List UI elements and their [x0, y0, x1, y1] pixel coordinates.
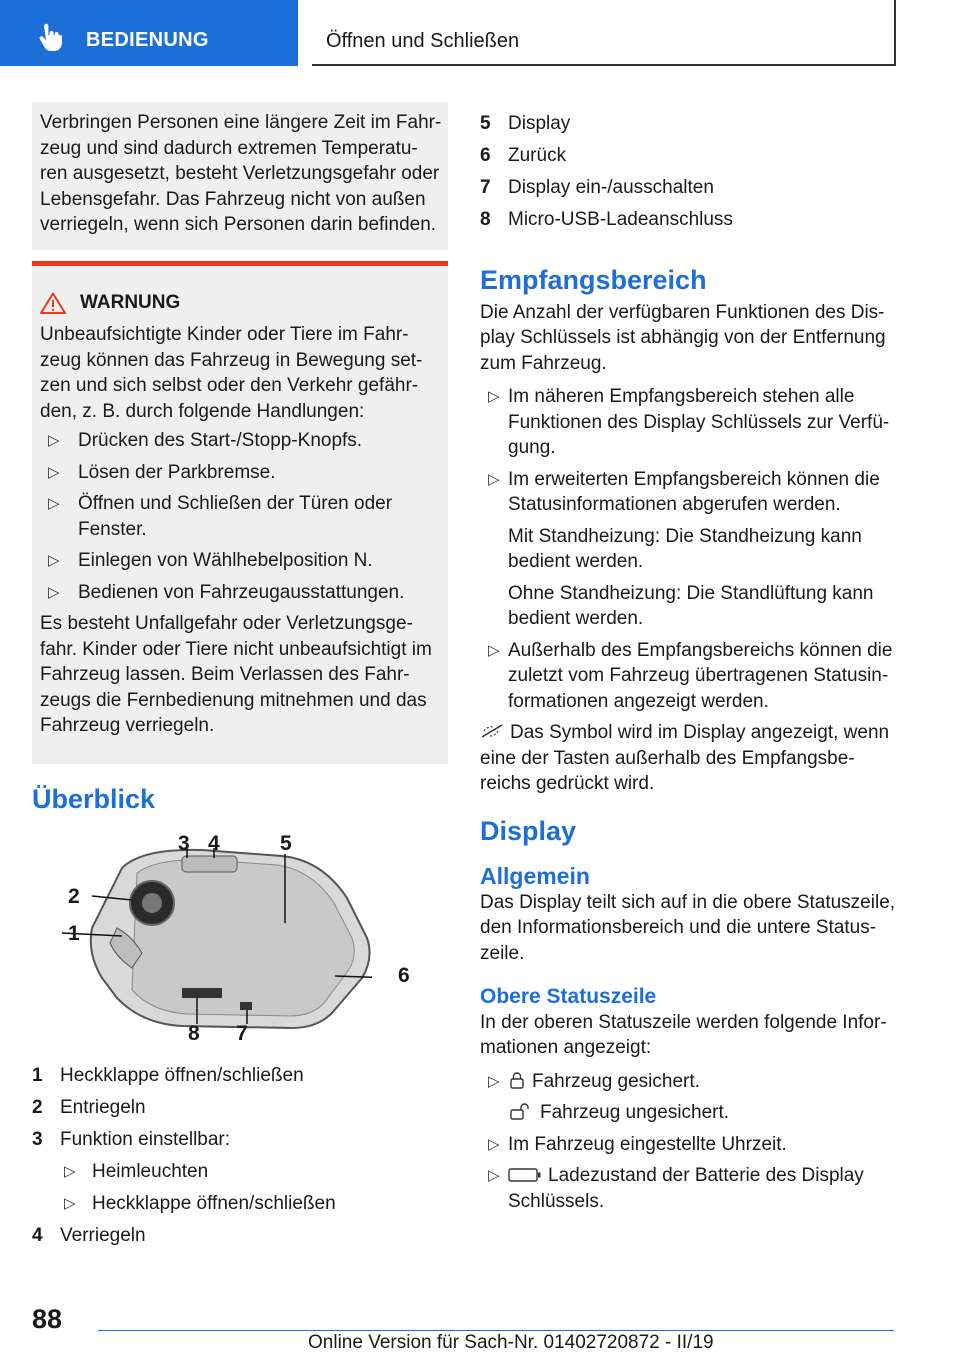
footer-divider	[98, 1330, 894, 1331]
callout-5: 5	[280, 832, 292, 855]
list-item: 4 Verriegeln	[32, 1225, 146, 1246]
warning-body	[40, 322, 442, 739]
range-heading: Empfangsbereich	[480, 265, 707, 295]
general-heading: Allgemein	[480, 863, 590, 889]
list-item: ▷ Drücken des Start-/Stopp-Knopfs.	[40, 428, 442, 454]
lock-closed-icon	[508, 1071, 526, 1089]
callout-2: 2	[68, 885, 80, 908]
callout-1: 1	[68, 922, 80, 945]
range-section	[480, 265, 900, 1220]
list-item: ▷ Bedienen von Fahrzeugausstattungen.	[40, 580, 442, 606]
list-item: ▷ Öffnen und Schließen der Türen oder Fenster.	[40, 491, 442, 542]
list-item: 7 Display ein-/ausschalten	[480, 177, 714, 198]
warning-list	[40, 428, 442, 605]
list-item: ▷ Ladezustand der Batterie des Display Schlüssels.	[480, 1163, 900, 1214]
symbol-note: Das Symbol wird im Display angezeigt, wenn eine der Tasten außerhalb des Empfangsbe-reichs gedrückt wird.	[480, 722, 890, 794]
list-item: ▷ Im näheren Empfangsbereich stehen alle Funktionen des Display Schlüssels zur Verfü-gung.	[480, 384, 900, 461]
list-item: 1 Heckklappe öffnen/schließen	[32, 1065, 304, 1086]
page-number: 88	[32, 1304, 63, 1334]
list-item: 8 Micro-USB-Ladeanschluss	[480, 209, 733, 230]
list-item: ▷ Im Fahrzeug eingestellte Uhrzeit.	[480, 1132, 900, 1158]
status-intro: In der oberen Statuszeile werden folgende Infor-mationen angezeigt:	[480, 1011, 887, 1058]
warning-title	[40, 292, 180, 314]
intro-box	[32, 102, 448, 250]
battery-icon	[508, 1167, 542, 1183]
chapter-title: Öffnen und Schließen	[326, 30, 520, 52]
display-heading: Display	[480, 815, 577, 846]
callout-7: 7	[236, 1022, 248, 1045]
list-item: ▷ Fahrzeug gesichert. Fahrzeug ungesichert.	[480, 1069, 900, 1126]
callout-4: 4	[208, 832, 220, 855]
list-item: 6 Zurück	[480, 145, 567, 166]
hand-pointer-icon	[36, 23, 66, 53]
range-intro: Die Anzahl der verfügbaren Funktionen des Dis-play Schlüssels ist abhängig von der Entfernung zum Fahrzeug.	[480, 301, 886, 374]
warning-label: WARNUNG	[80, 292, 181, 313]
display-key-figure	[62, 828, 372, 1048]
list-item: 2 Entriegeln	[32, 1097, 146, 1118]
warning-triangle-icon	[40, 292, 66, 314]
list-item: ▷ Einlegen von Wählhebelposition N.	[40, 548, 442, 574]
status-list	[480, 1069, 900, 1215]
list-item: ▷ Lösen der Parkbremse.	[40, 460, 442, 486]
callout-3: 3	[178, 832, 190, 855]
callout-6: 6	[398, 964, 410, 987]
figure-legend-right	[480, 108, 900, 236]
intro-text: Verbringen Personen eine längere Zeit im Fahr-zeug und sind dadurch extremen Temperatu-ren ausgesetzt, besteht Verletzungsgefahr oder Lebensgefahr. Das Fahrzeug nicht von außen verriegeln, wenn sich Personen darin befinden.	[40, 112, 442, 235]
list-item: 3 Funktion einstellbar:	[32, 1129, 231, 1150]
footer-text: Online Version für Sach-Nr. 01402720872 - II/19	[308, 1332, 714, 1353]
section-tab	[0, 0, 298, 66]
overview-heading: Überblick	[32, 784, 156, 814]
general-text: Das Display teilt sich auf in die obere Statuszeile, den Informationsbereich und die untere Status-zeile.	[480, 891, 896, 964]
list-item: ▷ Im erweiterten Empfangsbereich können die Statusinformationen abgerufen werden. Mit Standheizung: Die Standheizung kann bedient werden. Ohne Standheizung: Die Standlüftung kann bedient werden.	[480, 467, 900, 632]
warning-closing: Es besteht Unfallgefahr oder Verletzungsge-fahr. Kinder oder Tiere nicht unbeaufsichtigt im Fahrzeug lassen. Beim Verlassen des Fahr-zeugs die Fernbedienung mitnehmen und das Fahrzeug verriegeln.	[40, 613, 432, 736]
sublist	[32, 1156, 448, 1220]
list-item: ▷ Außerhalb des Empfangsbereichs können die zuletzt vom Fahrzeug übertragenen Statusin-formationen angezeigt werden.	[480, 638, 900, 715]
list-item: 5 Display	[480, 113, 571, 134]
range-list	[480, 384, 900, 714]
section-title: BEDIENUNG	[86, 29, 209, 51]
list-item: ▷ Heckklappe öffnen/schließen	[64, 1193, 336, 1214]
figure-legend-left	[32, 1060, 448, 1252]
status-heading: Obere Statuszeile	[480, 985, 657, 1008]
warning-lead: Unbeaufsichtigte Kinder oder Tiere im Fahr-zeug können das Fahrzeug in Bewegung set-zen und sich selbst oder den Verkehr gefähr-den, z. B. durch folgende Handlungen:	[40, 324, 423, 422]
lock-open-icon	[508, 1102, 534, 1120]
callout-8: 8	[188, 1022, 200, 1045]
warning-box	[32, 261, 448, 764]
list-item: ▷ Heimleuchten	[64, 1161, 209, 1182]
chapter-header	[312, 0, 896, 66]
out-of-range-icon	[480, 723, 504, 739]
